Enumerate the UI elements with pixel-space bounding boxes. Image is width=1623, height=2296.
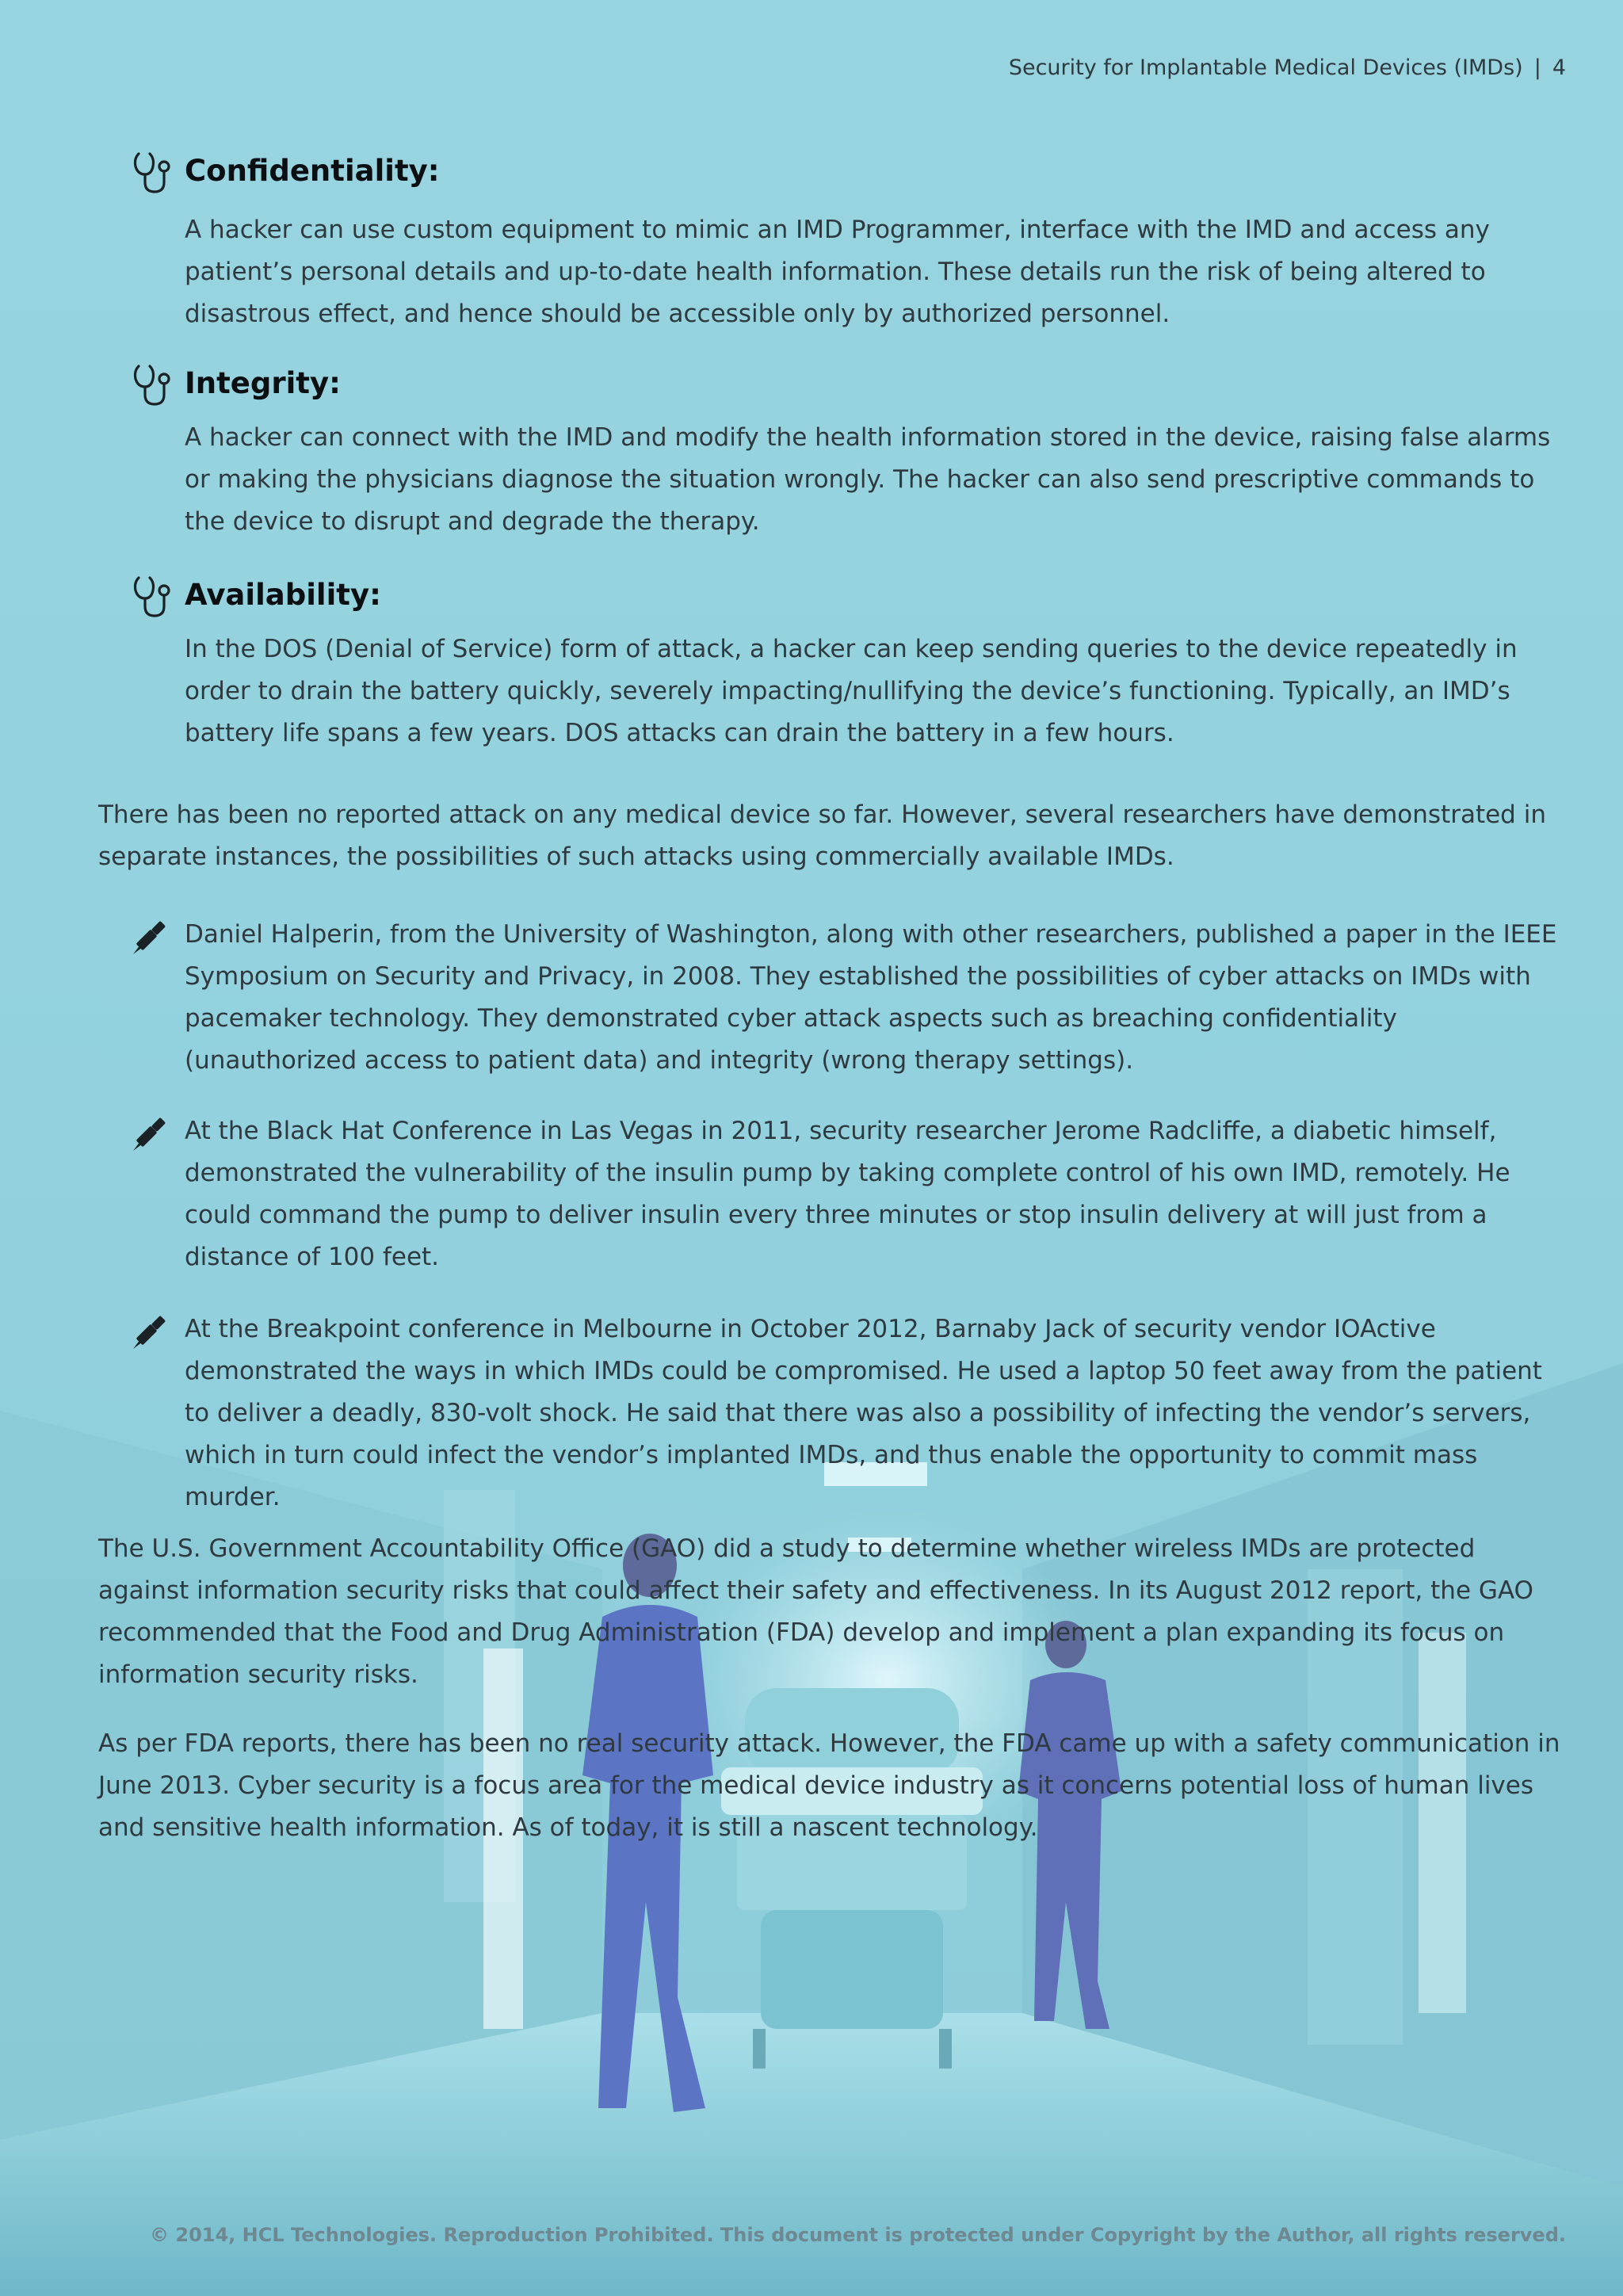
gao-paragraph: The U.S. Government Accountability Office (GAO) did a study to determine whether wireless IMDs are protected against information security risks that could affect their safety and effectiveness. In its August 2012 report, the GAO recommended that the Food and Drug Administration (FDA) develop and implement a plan expanding its focus on information security risks. (98, 1534, 1533, 1689)
intro-paragraph: There has been no reported attack on any medical device so far. However, several researchers have demonstrated in separate instances, the possibilities of such attacks using commercially available IMDs. (98, 800, 1546, 871)
term-body: A hacker can use custom equipment to mimic an IMD Programmer, interface with the IMD and access any patient’s personal details and up-to-date health information. These details run the risk of being altered to disastrous effect, and hence should be accessible only by authorized personnel. (185, 216, 1490, 328)
example-text: At the Black Hat Conference in Las Vegas in 2011, security researcher Jerome Radcliffe, a diabetic himself, demonstrated the vulnerability of the insulin pump by taking complete control of his own IMD, remotely. He could command the pump to deliver insulin every three minutes or stop insulin delivery at will just from a distance of 100 feet. (185, 1117, 1510, 1271)
term-title: Availability: (185, 578, 381, 612)
term-body: In the DOS (Denial of Service) form of attack, a hacker can keep sending queries to the device repeatedly in order to drain the battery quickly, severely impacting/nullifying the device’s functioning. Typically, an IMD’s battery life spans a few years. DOS attacks can drain the battery in a few hours. (185, 635, 1518, 747)
stethoscope-icon (131, 573, 172, 621)
header-separator: | (1533, 55, 1541, 80)
copyright-footer: © 2014, HCL Technologies. Reproduction Prohibited. This document is protected under Copyright by the Author, all rights reserved. (150, 2224, 1566, 2246)
syringe-icon (131, 920, 167, 957)
syringe-icon (131, 1117, 167, 1153)
term-title: Confidentiality: (185, 154, 440, 188)
document-title: Security for Implantable Medical Devices (IMDs) (1008, 55, 1523, 80)
page-number: 4 (1552, 55, 1566, 80)
term-title: Integrity: (185, 366, 341, 400)
stethoscope-icon (131, 361, 172, 409)
example-text: Daniel Halperin, from the University of Washington, along with other researchers, published a paper in the IEEE Symposium on Security and Privacy, in 2008. They established the possibilities of cyber attacks on IMDs with pacemaker technology. They demonstrated cyber attack aspects such as breaching confidentiality (unauthorized access to patient data) and integrity (wrong therapy settings). (185, 920, 1557, 1075)
stethoscope-icon (131, 149, 172, 197)
fda-paragraph: As per FDA reports, there has been no real security attack. However, the FDA came up with a safety communication in June 2013. Cyber security is a focus area for the medical device industry as it concerns potential loss of human lives and sensitive health information. As of today, it is still a nascent technology. (98, 1729, 1560, 1842)
running-header (1009, 55, 1566, 80)
term-body: A hacker can connect with the IMD and modify the health information stored in the device, raising false alarms or making the physicians diagnose the situation wrongly. The hacker can also send prescriptive commands to the device to disrupt and degrade the therapy. (185, 423, 1551, 536)
example-text: At the Breakpoint conference in Melbourne in October 2012, Barnaby Jack of security vendor IOActive demonstrated the ways in which IMDs could be compromised. He used a laptop 50 feet away from the patient to deliver a deadly, 830-volt shock. He said that there was also a possibility of infecting the vendor’s servers, which in turn could infect the vendor’s implanted IMDs, and thus enable the opportunity to commit mass murder. (185, 1315, 1542, 1511)
syringe-icon (131, 1315, 167, 1351)
